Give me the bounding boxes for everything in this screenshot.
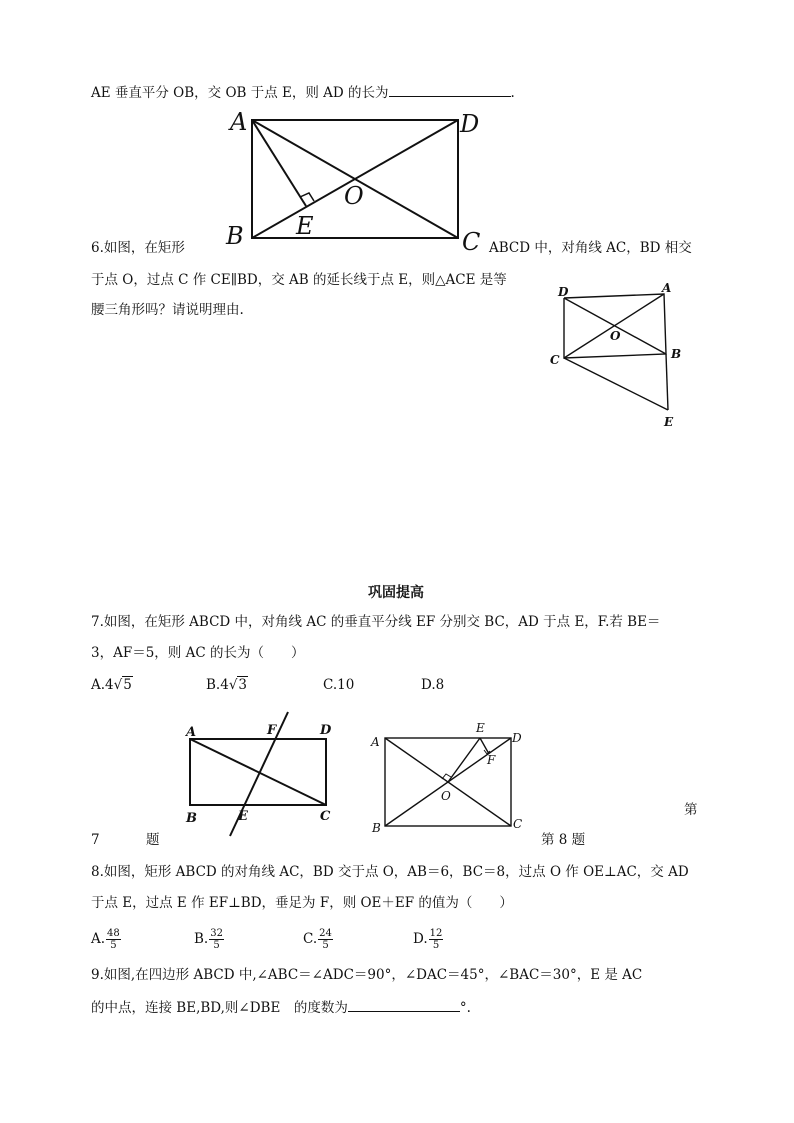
answer-blank-q9[interactable] bbox=[348, 997, 460, 1012]
q6-line3: 腰三角形吗？请说明理由. bbox=[91, 302, 244, 318]
fig7-label-d: D bbox=[320, 723, 332, 738]
fig8-label-b: B bbox=[372, 821, 381, 835]
fig6-diagonal-ac bbox=[564, 294, 664, 358]
q7-option-b[interactable]: B.4√3 bbox=[206, 677, 248, 693]
fig8-label-e: E bbox=[476, 721, 485, 735]
figure-6 bbox=[548, 282, 688, 432]
fig8-label-d: D bbox=[512, 731, 522, 745]
fig6-label-e: E bbox=[664, 415, 674, 429]
fig5-label-c: C bbox=[462, 228, 481, 256]
q6-lead: 6.如图，在矩形 bbox=[91, 240, 185, 256]
fig6-segment-be bbox=[666, 354, 668, 410]
fig6-label-c: C bbox=[550, 353, 560, 367]
caption-8: 第 8 题 bbox=[541, 832, 586, 848]
q7-line1: 7.如图，在矩形 ABCD 中，对角线 AC 的垂直平分线 EF 分别交 BC，AD 于点 E，F.若 BE＝ bbox=[91, 614, 661, 630]
fig6-label-b: B bbox=[671, 347, 682, 361]
q7-option-c[interactable]: C.10 bbox=[323, 677, 355, 693]
caption-7-part-a: 第 bbox=[684, 802, 698, 818]
fig5-label-b: B bbox=[226, 222, 244, 250]
fig6-label-o: O bbox=[610, 329, 621, 343]
figure-7 bbox=[180, 708, 350, 840]
q9-line2: 的中点，连接 BE,BD,则∠DBE 的度数为 °. bbox=[91, 997, 471, 1018]
fig6-label-a: A bbox=[662, 281, 672, 295]
fig7-label-b: B bbox=[186, 811, 197, 826]
q6-line2: 于点 O，过点 C 作 CE∥BD，交 AB 的延长线于点 E，则△ACE 是等 bbox=[91, 272, 507, 288]
fig8-segment-oe bbox=[448, 738, 480, 782]
q7-option-a[interactable]: A.4√5 bbox=[91, 677, 132, 693]
q7-line2: 3，AF＝5，则 AC 的长为（ ） bbox=[91, 645, 305, 661]
fig5-label-e: E bbox=[296, 212, 314, 240]
q8-option-b[interactable]: B. $\frac{32}{5}$ bbox=[194, 928, 223, 951]
fig5-label-d: D bbox=[460, 110, 480, 138]
fig6-label-d: D bbox=[558, 285, 569, 299]
figure-5 bbox=[220, 108, 500, 258]
fig5-segment-ae bbox=[252, 120, 306, 206]
fig7-diagonal-ac bbox=[190, 739, 326, 805]
q8-option-d[interactable]: D. $\frac{12}{5}$ bbox=[413, 928, 443, 951]
figure-8 bbox=[368, 716, 533, 840]
fig7-label-a: A bbox=[186, 725, 197, 740]
caption-7-part-b: 7 bbox=[91, 832, 100, 848]
fig7-label-e: E bbox=[238, 809, 248, 824]
fig8-label-f: F bbox=[487, 753, 496, 767]
fig5-label-a: A bbox=[230, 108, 248, 136]
q6-rest: ABCD 中，对角线 AC，BD 相交 bbox=[489, 240, 692, 256]
fig8-label-c: C bbox=[513, 817, 523, 831]
q9-line1: 9.如图,在四边形 ABCD 中,∠ABC＝∠ADC＝90°，∠DAC＝45°，∠BAC＝30°，E 是 AC bbox=[91, 967, 643, 983]
q8-option-c[interactable]: C. $\frac{24}{5}$ bbox=[303, 928, 332, 951]
answer-blank[interactable] bbox=[389, 82, 511, 97]
fig8-segment-ef bbox=[480, 738, 489, 754]
q8-option-a[interactable]: A. $\frac{48}{5}$ bbox=[91, 928, 120, 951]
fig6-segment-ce bbox=[564, 358, 668, 410]
caption-7-part-c: 题 bbox=[146, 832, 160, 848]
fig8-label-a: A bbox=[371, 735, 380, 749]
fig7-label-c: C bbox=[320, 809, 331, 824]
fig5-label-o: O bbox=[344, 182, 364, 210]
q7-option-d[interactable]: D.8 bbox=[421, 677, 445, 693]
fig7-label-f: F bbox=[267, 723, 277, 738]
q8-line2: 于点 E，过点 E 作 EF⊥BD，垂足为 F，则 OE＋EF 的值为（ ） bbox=[91, 895, 513, 911]
q5-line: AE 垂直平分 OB，交 OB 于点 E，则 AD 的长为 . bbox=[91, 82, 515, 103]
fig8-label-o: O bbox=[441, 789, 451, 803]
section-title: 巩固提高 bbox=[368, 585, 424, 601]
q8-line1: 8.如图，矩形 ABCD 的对角线 AC，BD 交于点 O，AB＝6，BC＝8，过点 O 作 OE⊥AC，交 AD bbox=[91, 864, 689, 880]
